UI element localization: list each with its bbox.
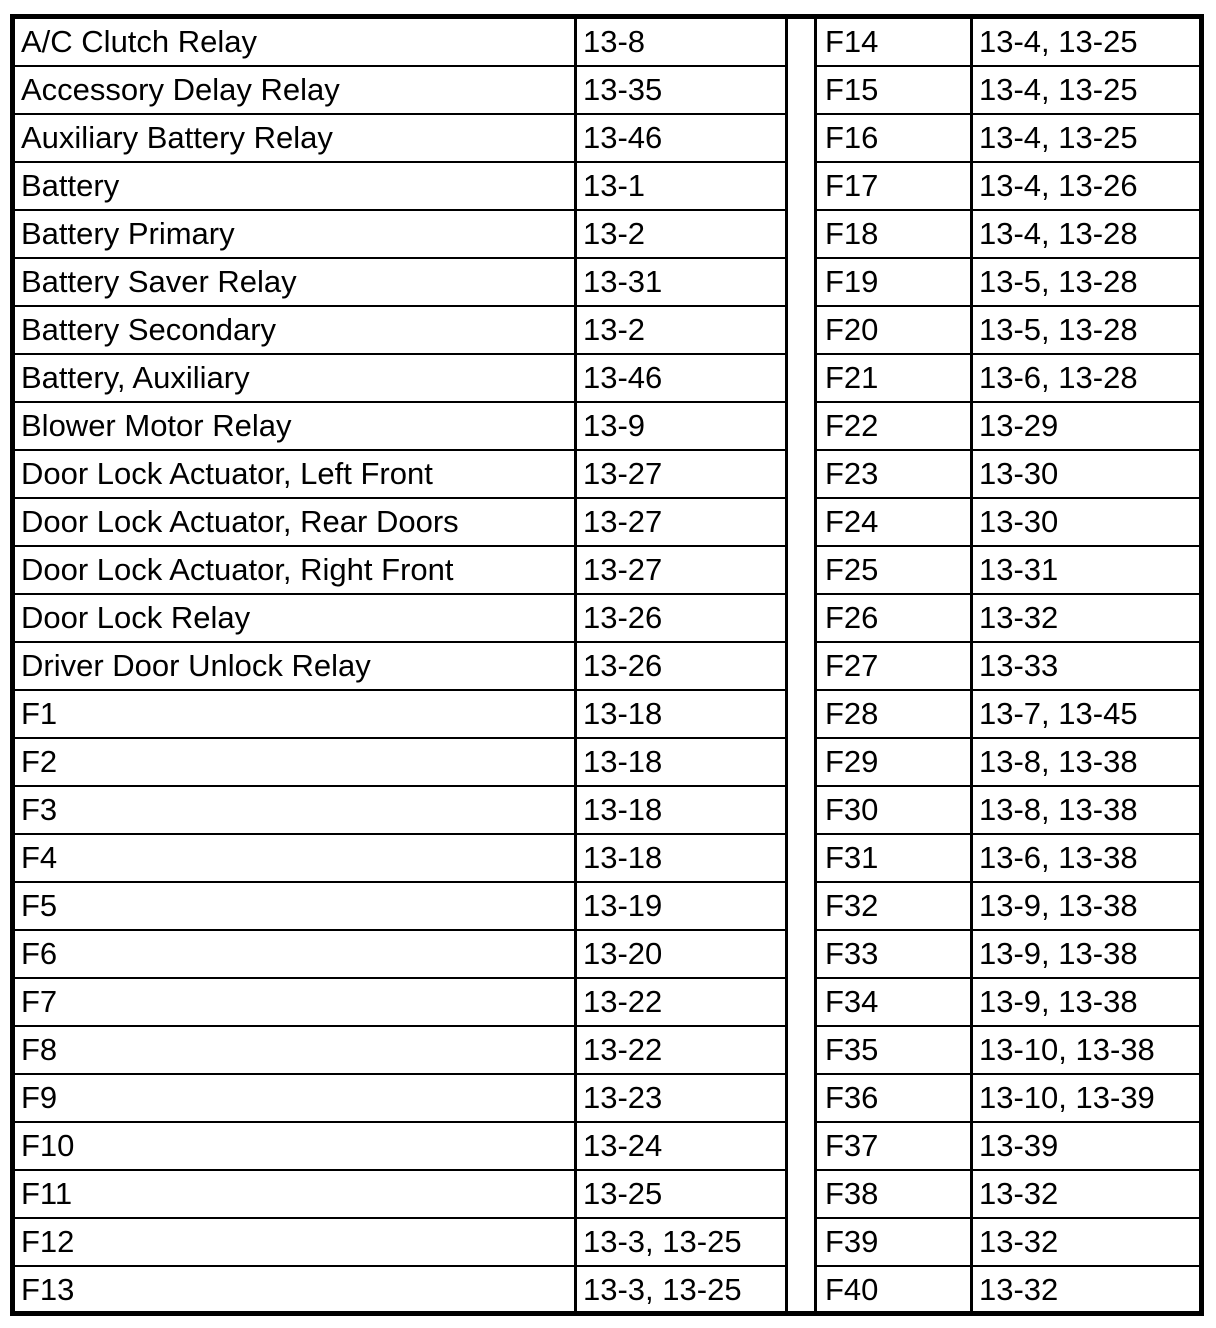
right-row-25-page: 13-32 <box>979 1176 1059 1211</box>
right-row-6-page: 13-5, 13-28 <box>979 264 1138 299</box>
left-row-27-name: F13 <box>21 1272 75 1307</box>
left-row-11-name: Door Lock Actuator, Rear Doors <box>21 504 459 539</box>
row-divider <box>817 593 1200 595</box>
right-row-22-page: 13-10, 13-38 <box>979 1032 1155 1067</box>
right-row-8-name: F21 <box>825 360 879 395</box>
right-row-10-page: 13-30 <box>979 456 1059 491</box>
right-row-19-page: 13-9, 13-38 <box>979 888 1138 923</box>
left-row-5-name: Battery Primary <box>21 216 235 251</box>
right-row-6-name: F19 <box>825 264 879 299</box>
row-divider <box>817 209 1200 211</box>
column-divider <box>574 19 577 1314</box>
row-divider <box>15 641 786 643</box>
right-row-26-page: 13-32 <box>979 1224 1059 1259</box>
right-row-12-name: F25 <box>825 552 879 587</box>
left-row-3-name: Auxiliary Battery Relay <box>21 120 333 155</box>
row-divider <box>817 497 1200 499</box>
right-row-11-name: F24 <box>825 504 879 539</box>
right-row-23-name: F36 <box>825 1080 879 1115</box>
left-row-9-page: 13-9 <box>583 408 646 443</box>
right-row-17-name: F30 <box>825 792 879 827</box>
right-row-4-name: F17 <box>825 168 879 203</box>
right-row-21-name: F34 <box>825 984 879 1019</box>
left-row-10-page: 13-27 <box>583 456 663 491</box>
row-divider <box>15 1217 786 1219</box>
row-divider <box>15 929 786 931</box>
left-row-22-page: 13-22 <box>583 1032 663 1067</box>
left-row-26-page: 13-3, 13-25 <box>583 1224 742 1259</box>
left-row-5-page: 13-2 <box>583 216 646 251</box>
left-row-1-name: A/C Clutch Relay <box>21 24 258 59</box>
left-row-20-name: F6 <box>21 936 58 971</box>
left-row-4-page: 13-1 <box>583 168 646 203</box>
right-row-25-name: F38 <box>825 1176 879 1211</box>
right-row-14-name: F27 <box>825 648 879 683</box>
right-row-13-name: F26 <box>825 600 879 635</box>
right-row-7-page: 13-5, 13-28 <box>979 312 1138 347</box>
left-row-1-page: 13-8 <box>583 24 646 59</box>
right-row-1-page: 13-4, 13-25 <box>979 24 1138 59</box>
right-row-15-page: 13-7, 13-45 <box>979 696 1138 731</box>
left-row-11-page: 13-27 <box>583 504 663 539</box>
row-divider <box>15 497 786 499</box>
row-divider <box>15 353 786 355</box>
left-row-26-name: F12 <box>21 1224 75 1259</box>
left-row-4-name: Battery <box>21 168 120 203</box>
row-divider <box>817 641 1200 643</box>
column-divider <box>814 19 817 1314</box>
row-divider <box>817 113 1200 115</box>
left-row-19-name: F5 <box>21 888 58 923</box>
left-row-23-name: F9 <box>21 1080 58 1115</box>
row-divider <box>15 1265 786 1267</box>
right-row-14-page: 13-33 <box>979 648 1059 683</box>
right-row-4-page: 13-4, 13-26 <box>979 168 1138 203</box>
row-divider <box>817 305 1200 307</box>
row-divider <box>817 1217 1200 1219</box>
column-divider <box>1199 19 1201 1314</box>
right-row-13-page: 13-32 <box>979 600 1059 635</box>
row-divider <box>817 65 1200 67</box>
left-row-14-name: Driver Door Unlock Relay <box>21 648 371 683</box>
left-row-23-page: 13-23 <box>583 1080 663 1115</box>
left-row-25-page: 13-25 <box>583 1176 663 1211</box>
row-divider <box>15 1025 786 1027</box>
right-row-5-page: 13-4, 13-28 <box>979 216 1138 251</box>
row-divider <box>15 449 786 451</box>
right-row-18-page: 13-6, 13-38 <box>979 840 1138 875</box>
right-row-21-page: 13-9, 13-38 <box>979 984 1138 1019</box>
right-row-24-page: 13-39 <box>979 1128 1059 1163</box>
left-row-7-page: 13-2 <box>583 312 646 347</box>
row-divider <box>817 449 1200 451</box>
left-row-20-page: 13-20 <box>583 936 663 971</box>
right-row-27-page: 13-32 <box>979 1272 1059 1307</box>
left-row-14-page: 13-26 <box>583 648 663 683</box>
right-row-18-name: F31 <box>825 840 879 875</box>
right-row-9-page: 13-29 <box>979 408 1059 443</box>
row-divider <box>817 1073 1200 1075</box>
left-row-9-name: Blower Motor Relay <box>21 408 292 443</box>
left-row-24-name: F10 <box>21 1128 75 1163</box>
row-divider <box>817 257 1200 259</box>
row-divider <box>817 1121 1200 1123</box>
right-row-5-name: F18 <box>825 216 879 251</box>
right-row-22-name: F35 <box>825 1032 879 1067</box>
left-row-17-name: F3 <box>21 792 58 827</box>
right-row-15-name: F28 <box>825 696 879 731</box>
right-row-17-page: 13-8, 13-38 <box>979 792 1138 827</box>
right-row-20-page: 13-9, 13-38 <box>979 936 1138 971</box>
right-row-20-name: F33 <box>825 936 879 971</box>
row-divider <box>15 1169 786 1171</box>
row-divider <box>817 881 1200 883</box>
row-divider <box>817 785 1200 787</box>
row-divider <box>817 1265 1200 1267</box>
row-divider <box>817 833 1200 835</box>
left-row-6-page: 13-31 <box>583 264 663 299</box>
row-divider <box>15 257 786 259</box>
right-row-3-page: 13-4, 13-25 <box>979 120 1138 155</box>
row-divider <box>15 833 786 835</box>
row-divider <box>817 1025 1200 1027</box>
left-row-22-name: F8 <box>21 1032 58 1067</box>
left-row-6-name: Battery Saver Relay <box>21 264 297 299</box>
left-row-19-page: 13-19 <box>583 888 663 923</box>
left-row-3-page: 13-46 <box>583 120 663 155</box>
column-divider <box>970 19 973 1314</box>
row-divider <box>15 113 786 115</box>
right-row-2-name: F15 <box>825 72 879 107</box>
left-row-16-page: 13-18 <box>583 744 663 779</box>
left-row-2-page: 13-35 <box>583 72 663 107</box>
left-row-25-name: F11 <box>21 1176 73 1211</box>
left-row-16-name: F2 <box>21 744 58 779</box>
left-row-13-page: 13-26 <box>583 600 663 635</box>
row-divider <box>817 1169 1200 1171</box>
row-divider <box>15 209 786 211</box>
column-divider <box>785 19 788 1314</box>
row-divider <box>15 785 786 787</box>
row-divider <box>15 65 786 67</box>
row-divider <box>15 689 786 691</box>
left-row-10-name: Door Lock Actuator, Left Front <box>21 456 433 491</box>
left-row-2-name: Accessory Delay Relay <box>21 72 340 107</box>
row-divider <box>817 545 1200 547</box>
right-row-12-page: 13-31 <box>979 552 1059 587</box>
left-row-7-name: Battery Secondary <box>21 312 277 347</box>
left-row-24-page: 13-24 <box>583 1128 663 1163</box>
right-row-19-name: F32 <box>825 888 879 923</box>
right-row-27-name: F40 <box>825 1272 879 1307</box>
row-divider <box>817 161 1200 163</box>
right-row-23-page: 13-10, 13-39 <box>979 1080 1155 1115</box>
row-divider <box>15 977 786 979</box>
row-divider <box>817 929 1200 931</box>
left-row-13-name: Door Lock Relay <box>21 600 251 635</box>
right-row-26-name: F39 <box>825 1224 879 1259</box>
row-divider <box>15 305 786 307</box>
right-row-10-name: F23 <box>825 456 879 491</box>
left-row-8-page: 13-46 <box>583 360 663 395</box>
left-row-27-page: 13-3, 13-25 <box>583 1272 742 1307</box>
left-row-15-page: 13-18 <box>583 696 663 731</box>
row-divider <box>15 1073 786 1075</box>
left-row-12-name: Door Lock Actuator, Right Front <box>21 552 454 587</box>
right-row-3-name: F16 <box>825 120 879 155</box>
row-divider <box>15 593 786 595</box>
row-divider <box>817 689 1200 691</box>
left-row-18-page: 13-18 <box>583 840 663 875</box>
left-row-17-page: 13-18 <box>583 792 663 827</box>
right-row-1-name: F14 <box>825 24 879 59</box>
row-divider <box>15 161 786 163</box>
row-divider <box>15 401 786 403</box>
row-divider <box>817 977 1200 979</box>
left-row-18-name: F4 <box>21 840 58 875</box>
left-row-8-name: Battery, Auxiliary <box>21 360 250 395</box>
row-divider <box>15 737 786 739</box>
row-divider <box>15 545 786 547</box>
row-divider <box>817 401 1200 403</box>
row-divider <box>817 353 1200 355</box>
right-row-9-name: F22 <box>825 408 879 443</box>
row-divider <box>15 1121 786 1123</box>
right-row-24-name: F37 <box>825 1128 879 1163</box>
row-divider <box>817 737 1200 739</box>
right-row-16-page: 13-8, 13-38 <box>979 744 1138 779</box>
left-row-12-page: 13-27 <box>583 552 663 587</box>
right-row-16-name: F29 <box>825 744 879 779</box>
left-row-21-page: 13-22 <box>583 984 663 1019</box>
left-row-21-name: F7 <box>21 984 58 1019</box>
right-row-11-page: 13-30 <box>979 504 1059 539</box>
right-row-7-name: F20 <box>825 312 879 347</box>
right-row-2-page: 13-4, 13-25 <box>979 72 1138 107</box>
row-divider <box>15 881 786 883</box>
right-row-8-page: 13-6, 13-28 <box>979 360 1138 395</box>
left-row-15-name: F1 <box>21 696 58 731</box>
